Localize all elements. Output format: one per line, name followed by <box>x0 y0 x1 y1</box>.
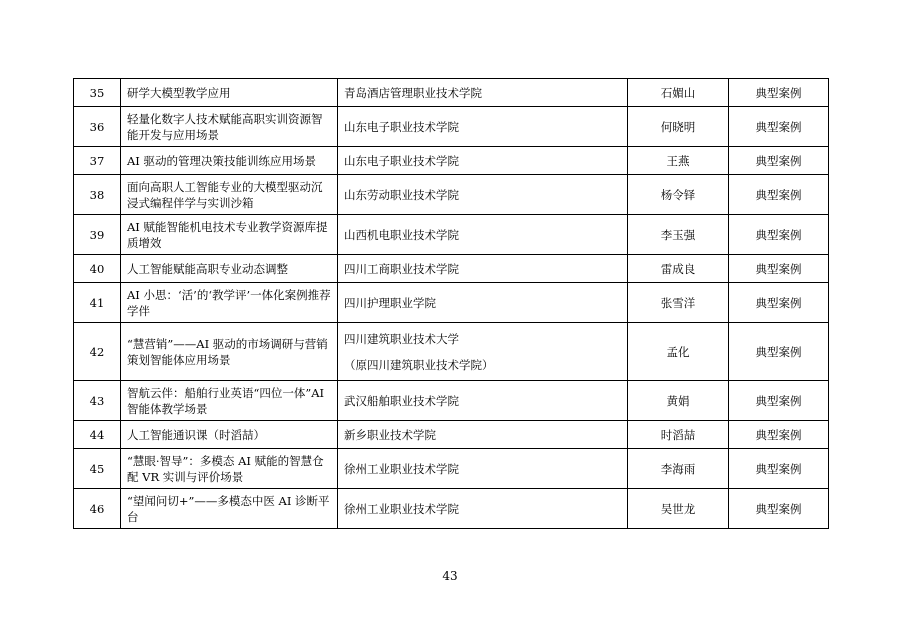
case-type: 典型案例 <box>729 421 829 449</box>
person-name: 吴世龙 <box>628 489 729 529</box>
case-type: 典型案例 <box>729 323 829 381</box>
school-name <box>338 175 628 215</box>
row-number: 39 <box>74 215 121 255</box>
table-row <box>74 449 829 489</box>
case-type: 典型案例 <box>729 255 829 283</box>
row-number: 42 <box>74 323 121 381</box>
person-name: 何晓明 <box>628 107 729 147</box>
school-name-text: 山东电子职业技术学院 <box>344 153 459 168</box>
table-row <box>74 421 829 449</box>
case-type: 典型案例 <box>729 147 829 175</box>
school-name <box>338 255 628 283</box>
table-body <box>74 79 829 529</box>
table-row <box>74 107 829 147</box>
person-name: 李玉强 <box>628 215 729 255</box>
case-title: 面向高职人工智能专业的大模型驱动沉浸式编程伴学与实训沙箱 <box>121 175 338 215</box>
case-type: 典型案例 <box>729 215 829 255</box>
school-name <box>338 215 628 255</box>
case-title: “慧营销”——AI 驱动的市场调研与营销策划智能体应用场景 <box>121 323 338 381</box>
person-name: 王燕 <box>628 147 729 175</box>
table-row <box>74 175 829 215</box>
table-row <box>74 489 829 529</box>
case-type: 典型案例 <box>729 283 829 323</box>
row-number: 46 <box>74 489 121 529</box>
school-name <box>338 489 628 529</box>
school-name <box>338 323 628 381</box>
school-name-text: 武汉船舶职业技术学院 <box>344 393 459 408</box>
school-name-text: 徐州工业职业技术学院 <box>344 501 459 516</box>
table-row <box>74 283 829 323</box>
case-type: 典型案例 <box>729 381 829 421</box>
school-name-text: 新乡职业技术学院 <box>344 427 436 442</box>
case-type: 典型案例 <box>729 489 829 529</box>
person-name: 张雪洋 <box>628 283 729 323</box>
page-number: 43 <box>442 569 458 583</box>
case-type: 典型案例 <box>729 175 829 215</box>
case-type: 典型案例 <box>729 107 829 147</box>
case-title: 人工智能通识课（时滔喆） <box>121 421 338 449</box>
school-name <box>338 381 628 421</box>
person-name: 李海雨 <box>628 449 729 489</box>
row-number: 38 <box>74 175 121 215</box>
row-number: 35 <box>74 79 121 107</box>
case-title: 轻量化数字人技术赋能高职实训资源智能开发与应用场景 <box>121 107 338 147</box>
school-name-text: 山东劳动职业技术学院 <box>344 187 459 202</box>
person-name: 杨令铎 <box>628 175 729 215</box>
case-title: “慧眼·智导”：多模态 AI 赋能的智慧仓配 VR 实训与评价场景 <box>121 449 338 489</box>
case-type: 典型案例 <box>729 449 829 489</box>
case-title: “望闻问切+”——多模态中医 AI 诊断平台 <box>121 489 338 529</box>
school-name-text: 山东电子职业技术学院 <box>344 119 459 134</box>
school-name-text: 山西机电职业技术学院 <box>344 227 459 242</box>
row-number: 36 <box>74 107 121 147</box>
case-type: 典型案例 <box>729 79 829 107</box>
case-title: 人工智能赋能高职专业动态调整 <box>121 255 338 283</box>
row-number: 45 <box>74 449 121 489</box>
case-title: AI 赋能智能机电技术专业教学资源库提质增效 <box>121 215 338 255</box>
table-row <box>74 79 829 107</box>
person-name: 孟化 <box>628 323 729 381</box>
school-former-name: （原四川建筑职业技术学院） <box>344 357 494 372</box>
row-number: 44 <box>74 421 121 449</box>
school-name-text: 四川护理职业学院 <box>344 295 436 310</box>
school-name <box>338 283 628 323</box>
person-name: 时滔喆 <box>628 421 729 449</box>
school-name <box>338 449 628 489</box>
school-name-text: 四川工商职业技术学院 <box>344 261 459 276</box>
case-title: AI 驱动的管理决策技能训练应用场景 <box>121 147 338 175</box>
case-title: 研学大模型教学应用 <box>121 79 338 107</box>
table-row <box>74 147 829 175</box>
person-name: 石媚山 <box>628 79 729 107</box>
school-name <box>338 421 628 449</box>
school-name-text: 青岛酒店管理职业技术学院 <box>344 85 482 100</box>
case-title: 智航云伴：船舶行业英语“四位一体”AI 智能体教学场景 <box>121 381 338 421</box>
school-name <box>338 107 628 147</box>
school-name <box>338 79 628 107</box>
case-title: AI 小思：‘活’的‘教学评’一体化案例推荐学伴 <box>121 283 338 323</box>
table-row <box>74 381 829 421</box>
row-number: 43 <box>74 381 121 421</box>
person-name: 雷成良 <box>628 255 729 283</box>
cases-table <box>73 78 829 529</box>
table-row <box>74 255 829 283</box>
school-name-text: 徐州工业职业技术学院 <box>344 461 459 476</box>
table-row <box>74 323 829 381</box>
school-name-text: 四川建筑职业技术大学 <box>344 331 459 346</box>
row-number: 41 <box>74 283 121 323</box>
table-row <box>74 215 829 255</box>
row-number: 40 <box>74 255 121 283</box>
row-number: 37 <box>74 147 121 175</box>
person-name: 黄娟 <box>628 381 729 421</box>
school-name <box>338 147 628 175</box>
